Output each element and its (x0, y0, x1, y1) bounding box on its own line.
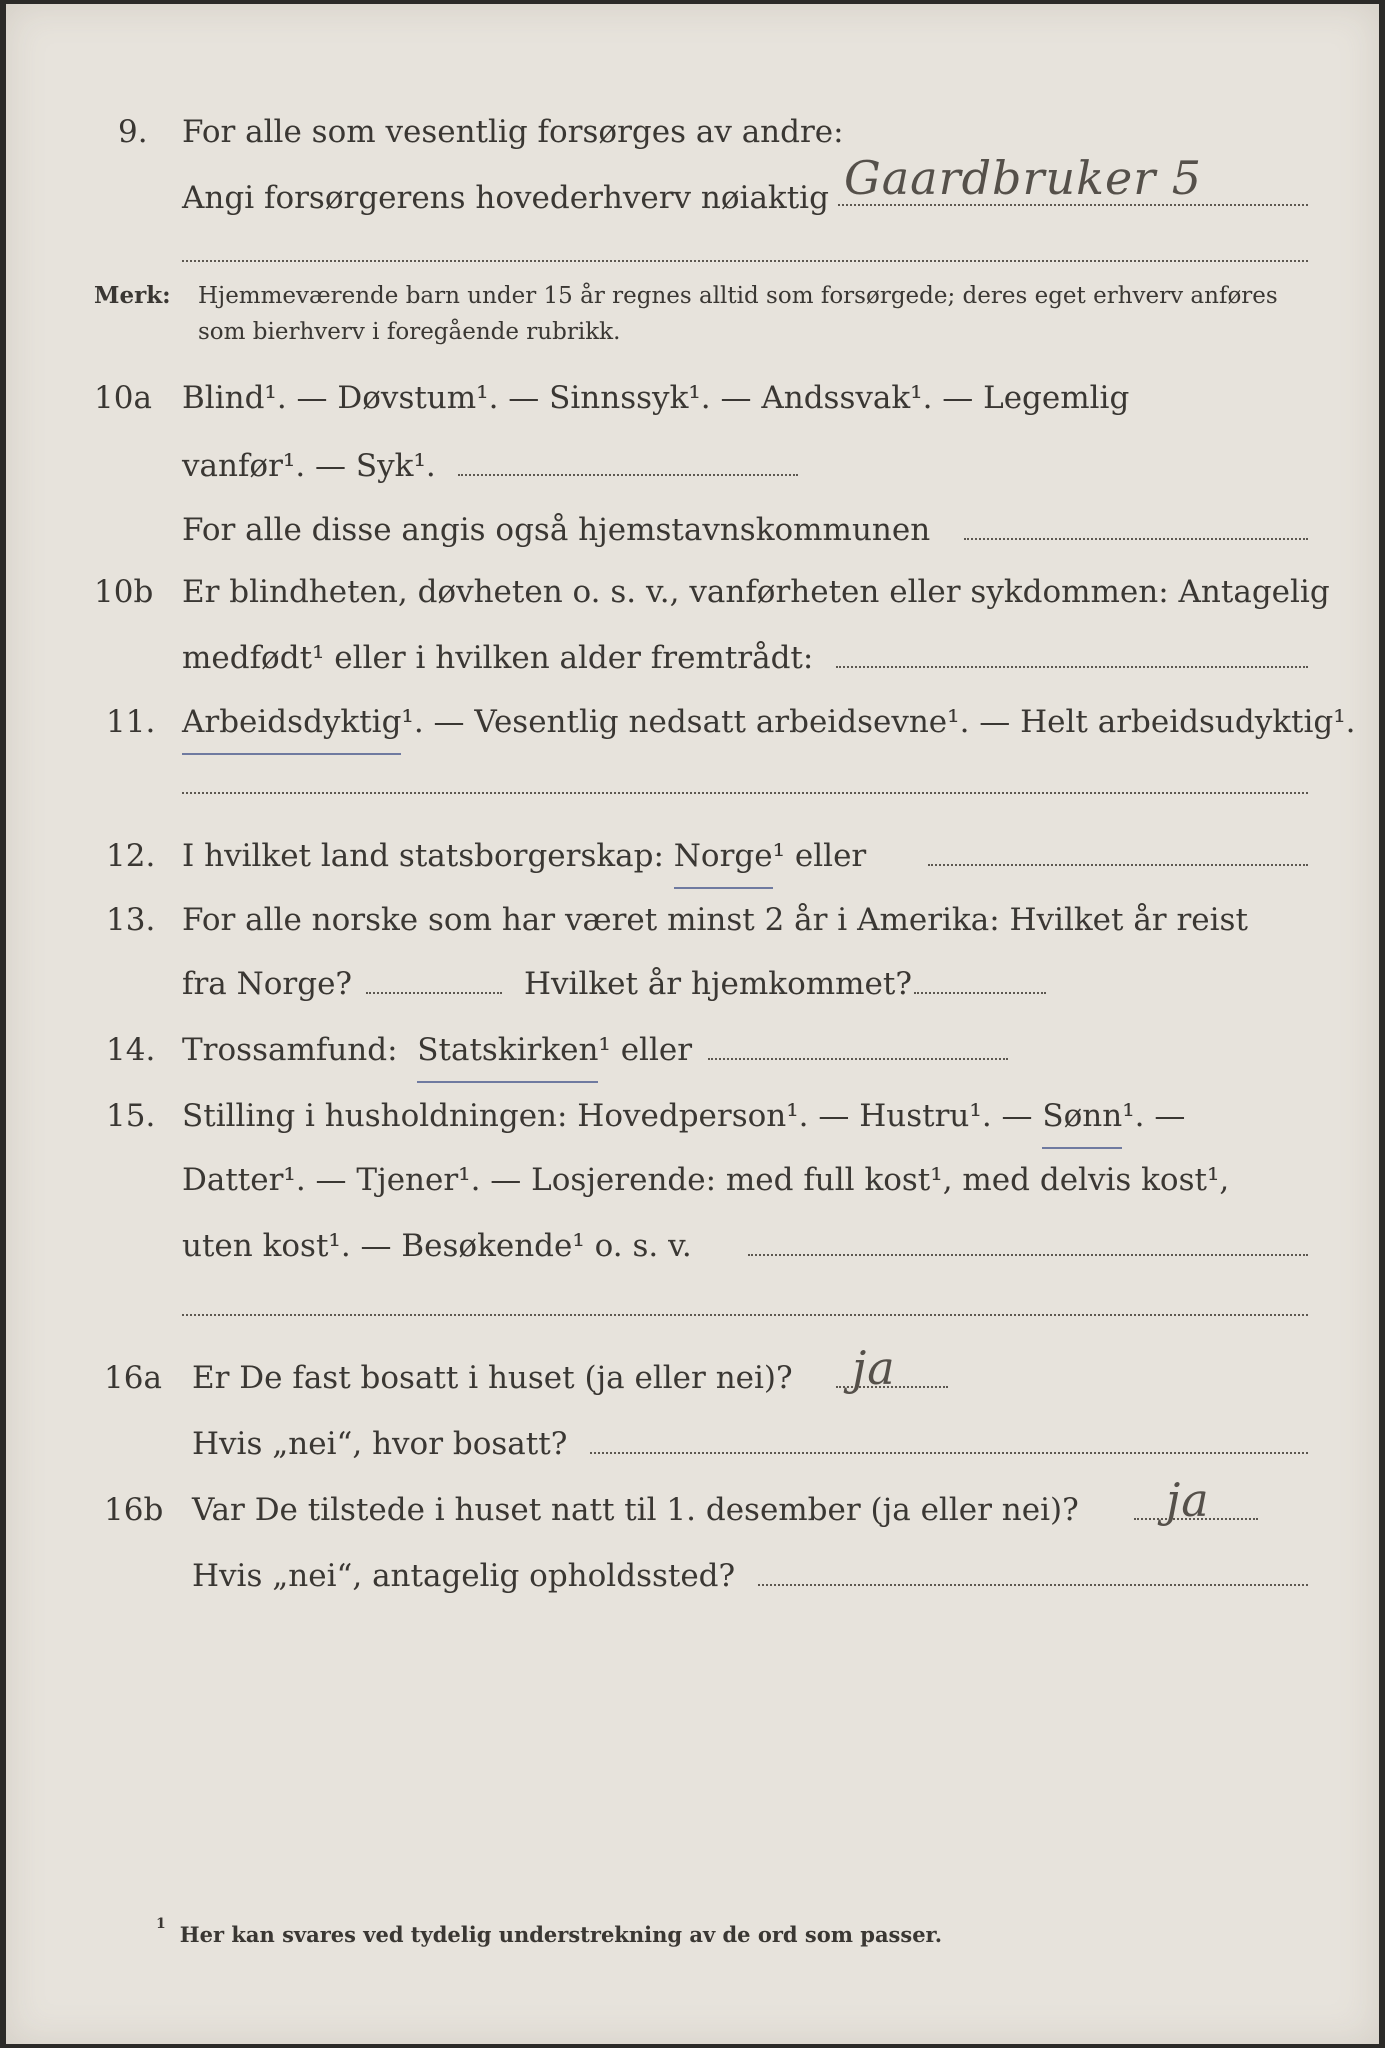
q11-option-arbeidsdyktig[interactable]: Arbeidsdyktig (182, 692, 401, 755)
merk-label: Merk: (94, 282, 171, 309)
q13-row-1 (6, 890, 1379, 950)
q11-text (182, 692, 1356, 755)
q15-line-1b: ¹. — (1122, 1098, 1186, 1134)
q10b-alder-field[interactable] (836, 666, 1308, 668)
q13-reist-field[interactable] (366, 992, 502, 994)
q15-line-3: uten kost¹. — Besøkende¹ o. s. v. (182, 1228, 692, 1264)
q14-option-statskirken[interactable]: Statskirken (417, 1020, 598, 1083)
q10a-syk-field[interactable] (458, 474, 798, 476)
q12-post: ¹ eller (772, 838, 867, 874)
q10a-kommune-field[interactable] (964, 538, 1308, 540)
q10a-line-1: Blind¹. — Døvstum¹. — Sinnssyk¹. — Andssvak¹. — Legemlig (182, 380, 1130, 416)
q10a-line-3: For alle disse angis også hjemstavnskommunen (182, 512, 931, 548)
q15-option-sonn[interactable]: Sønn (1042, 1086, 1122, 1149)
q14-pre: Trossamfund: (182, 1032, 398, 1068)
q15-line-1a: Stilling i husholdningen: Hovedperson¹. — Hustru¹. — (182, 1098, 1033, 1134)
q16b-row-2 (6, 1546, 1379, 1606)
q12-option-norge[interactable]: Norge (674, 826, 773, 889)
q15-line-2: Datter¹. — Tjener¹. — Losjerende: med full kost¹, med delvis kost¹, (182, 1162, 1230, 1198)
q14-post: ¹ eller (598, 1032, 693, 1068)
q12-eller-field[interactable] (928, 864, 1308, 866)
q10a-row-1 (6, 368, 1379, 428)
q13-line-2a: fra Norge? (182, 966, 353, 1002)
q15-besokende-field[interactable] (748, 1254, 1308, 1256)
q16a-line-2: Hvis „nei“, hvor bosatt? (192, 1426, 568, 1462)
q9-line-2: Angi forsørgerens hovederhverv nøiaktig (182, 180, 829, 216)
q13-line-2b: Hvilket år hjemkommet? (524, 966, 912, 1002)
footnote-text: Her kan svares ved tydelig understrekning av de ord som passer. (179, 1922, 943, 1947)
q10b-number: 10b (94, 574, 154, 610)
q15-extra-line[interactable] (182, 1314, 1308, 1316)
q15-number: 15. (106, 1098, 156, 1134)
q16b-handwritten-answer: ja (1166, 1473, 1210, 1527)
q9-row-2 (6, 151, 1379, 228)
merk-text: Hjemmeværende barn under 15 år regnes alltid som forsørgede; deres eget erhverv anføres som bierhverv i foregående rubrikk. (198, 283, 1278, 345)
q16a-row-2 (6, 1414, 1379, 1474)
q16a-number: 16a (104, 1360, 162, 1396)
q10b-row-1 (6, 562, 1379, 622)
q9-number: 9. (118, 114, 148, 150)
q10a-number: 10a (94, 380, 152, 416)
q14-eller-field[interactable] (708, 1058, 1008, 1060)
q9-extra-line[interactable] (182, 260, 1308, 262)
q9-line-1: For alle som vesentlig forsørges av andre: (182, 114, 844, 150)
q11-row (6, 692, 1379, 752)
q10b-line-1: Er blindheten, døvheten o. s. v., vanførheten eller sykdommen: Antagelig (182, 574, 1330, 610)
q10b-line-2: medfødt¹ eller i hvilken alder fremtrådt: (182, 640, 814, 676)
q12-number: 12. (106, 838, 156, 874)
q9-handwritten-answer: Gaardbruker 5 (844, 151, 1203, 205)
q10a-line-2: vanfør¹. — Syk¹. (182, 448, 436, 484)
q16a-bosatt-field[interactable] (590, 1452, 1308, 1454)
q10a-row-3 (6, 500, 1379, 560)
q15-row-3 (6, 1216, 1379, 1276)
q10b-row-2 (6, 628, 1379, 688)
q14-text (182, 1020, 692, 1083)
q16b-line-1: Var De tilstede i huset natt til 1. desember (ja eller nei)? (192, 1492, 1079, 1528)
q13-hjemkommet-field[interactable] (914, 992, 1046, 994)
q13-row-2 (6, 954, 1379, 1014)
q10a-row-2 (6, 436, 1379, 496)
q11-extra-line[interactable] (182, 792, 1308, 794)
q14-number: 14. (106, 1032, 156, 1068)
q12-text (182, 826, 866, 889)
census-form-page (6, 4, 1379, 2044)
q16b-line-2: Hvis „nei“, antagelig opholdssted? (192, 1558, 736, 1594)
q16a-line-1: Er De fast bosatt i huset (ja eller nei)? (192, 1360, 793, 1396)
q14-row (6, 1020, 1379, 1080)
q16a-row-1 (6, 1341, 1379, 1408)
q13-line-1: For alle norske som har været minst 2 år i Amerika: Hvilket år reist (182, 902, 1248, 938)
q12-pre: I hvilket land statsborgerskap: (182, 838, 664, 874)
q11-rest: ¹. — Vesentlig nedsatt arbeidsevne¹. — Helt arbeidsudyktig¹. (401, 704, 1356, 740)
q16b-row-1 (6, 1473, 1379, 1540)
q11-number: 11. (106, 704, 156, 740)
q16b-number: 16b (104, 1492, 164, 1528)
q16a-handwritten-answer: ja (852, 1341, 896, 1395)
q15-text-1 (182, 1086, 1185, 1149)
q15-row-1 (6, 1086, 1379, 1146)
footnote-mark: 1 (156, 1916, 166, 1932)
q13-number: 13. (106, 902, 156, 938)
q16b-opholdssted-field[interactable] (758, 1584, 1308, 1586)
footnote (156, 1916, 942, 1947)
q15-row-2 (6, 1150, 1379, 1210)
q12-row (6, 826, 1379, 886)
